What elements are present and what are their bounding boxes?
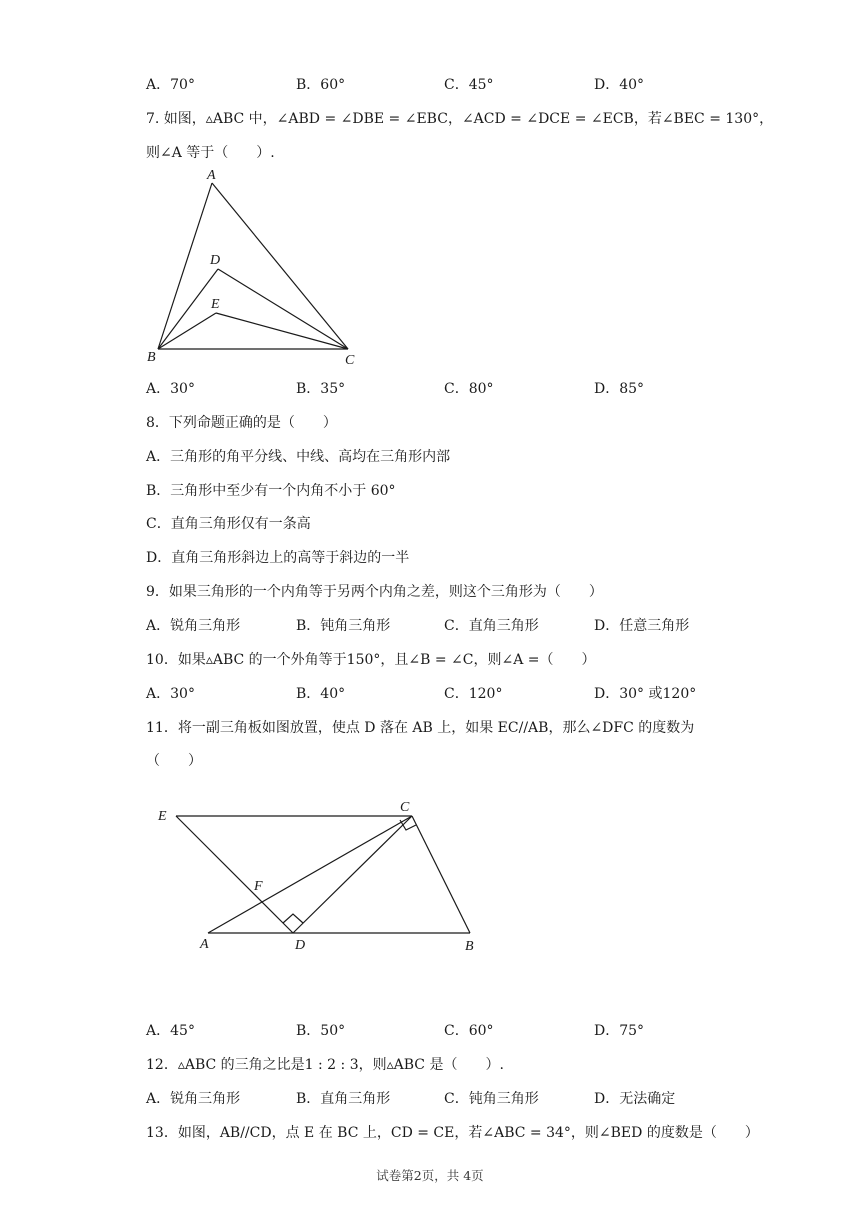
q7-label-c: C bbox=[345, 353, 355, 368]
q9-option-b: B．钝角三角形 bbox=[296, 618, 391, 634]
q8-stem: 8．下列命题正确的是（ ） bbox=[146, 415, 337, 431]
q10-option-a: A．30° bbox=[146, 686, 195, 702]
q7-edge-ac bbox=[212, 183, 348, 349]
q11-label-e: E bbox=[158, 809, 167, 824]
q11-label-a: A bbox=[200, 937, 209, 952]
q12-option-a: A．锐角三角形 bbox=[146, 1091, 241, 1107]
q7-figure bbox=[140, 165, 370, 370]
q7-option-b: B．35° bbox=[296, 381, 346, 397]
q7-option-c: C．80° bbox=[444, 381, 494, 397]
q12-stem: 12．▵ABC 的三角之比是1 : 2 : 3，则▵ABC 是（ ）. bbox=[146, 1057, 504, 1073]
q8-choice-b: B．三角形中至少有一个内角不小于 60° bbox=[146, 483, 396, 499]
q11-label-d: D bbox=[295, 938, 306, 953]
q7-edge-dc bbox=[218, 269, 348, 349]
q11-stem-line1: 11．将一副三角板如图放置，使点 D 落在 AB 上，如果 EC//AB，那么∠DFC 的度数为 bbox=[146, 720, 695, 736]
q11-option-a: A．45° bbox=[146, 1023, 195, 1039]
q8-choice-a: A．三角形的角平分线、中线、高均在三角形内部 bbox=[146, 449, 451, 465]
q6-option-d: D．40° bbox=[594, 77, 645, 93]
q7-stem-line1: 7. 如图，▵ABC 中，∠ABD = ∠DBE = ∠EBC，∠ACD = ∠DCE = ∠ECB，若∠BEC = 130°， bbox=[146, 111, 774, 127]
q8-choice-d: D．直角三角形斜边上的高等于斜边的一半 bbox=[146, 550, 410, 566]
q7-edge-ec bbox=[216, 313, 348, 349]
page-footer: 试卷第2页，共 4页 bbox=[376, 1168, 484, 1183]
q12-option-c: C．钝角三角形 bbox=[444, 1091, 539, 1107]
q7-edge-bd bbox=[158, 269, 218, 349]
q9-stem: 9．如果三角形的一个内角等于另两个内角之差，则这个三角形为（ ） bbox=[146, 584, 603, 600]
q13-stem: 13．如图，AB//CD，点 E 在 BC 上，CD = CE，若∠ABC = 34°，则∠BED 的度数是（ ） bbox=[146, 1125, 759, 1141]
q11-edge-cb bbox=[412, 816, 470, 933]
q9-option-a: A．锐角三角形 bbox=[146, 618, 241, 634]
q7-label-e: E bbox=[211, 297, 220, 312]
q6-option-a: A．70° bbox=[146, 77, 195, 93]
q8-choice-c: C．直角三角形仅有一条高 bbox=[146, 516, 311, 532]
q11-label-b: B bbox=[465, 939, 474, 954]
q7-edge-ab bbox=[158, 183, 212, 349]
q7-edge-be bbox=[158, 313, 216, 349]
q11-label-f: F bbox=[254, 879, 263, 894]
q11-option-d: D．75° bbox=[594, 1023, 645, 1039]
q7-label-a: A bbox=[207, 168, 216, 183]
q10-option-b: B．40° bbox=[296, 686, 346, 702]
q11-option-b: B．50° bbox=[296, 1023, 346, 1039]
q12-option-b: B．直角三角形 bbox=[296, 1091, 391, 1107]
q7-label-b: B bbox=[147, 350, 156, 365]
q6-option-b: B．60° bbox=[296, 77, 346, 93]
q7-option-d: D．85° bbox=[594, 381, 645, 397]
q7-stem-line2: 则∠A 等于（ ）. bbox=[146, 145, 275, 161]
q11-right-angle-d bbox=[283, 914, 303, 923]
q11-figure bbox=[150, 792, 490, 962]
q10-option-c: C．120° bbox=[444, 686, 503, 702]
q12-option-d: D．无法确定 bbox=[594, 1091, 676, 1107]
q11-edge-ed bbox=[176, 816, 293, 933]
q7-label-d: D bbox=[210, 253, 221, 268]
q9-option-c: C．直角三角形 bbox=[444, 618, 539, 634]
q7-option-a: A．30° bbox=[146, 381, 195, 397]
q10-stem: 10．如果▵ABC 的一个外角等于150°，且∠B = ∠C，则∠A =（ ） bbox=[146, 652, 596, 668]
q11-option-c: C．60° bbox=[444, 1023, 494, 1039]
q11-label-c: C bbox=[400, 800, 410, 815]
q11-stem-line2: （ ） bbox=[146, 753, 202, 769]
q10-option-d: D．30° 或120° bbox=[594, 686, 697, 702]
q6-option-c: C．45° bbox=[444, 77, 494, 93]
q9-option-d: D．任意三角形 bbox=[594, 618, 690, 634]
